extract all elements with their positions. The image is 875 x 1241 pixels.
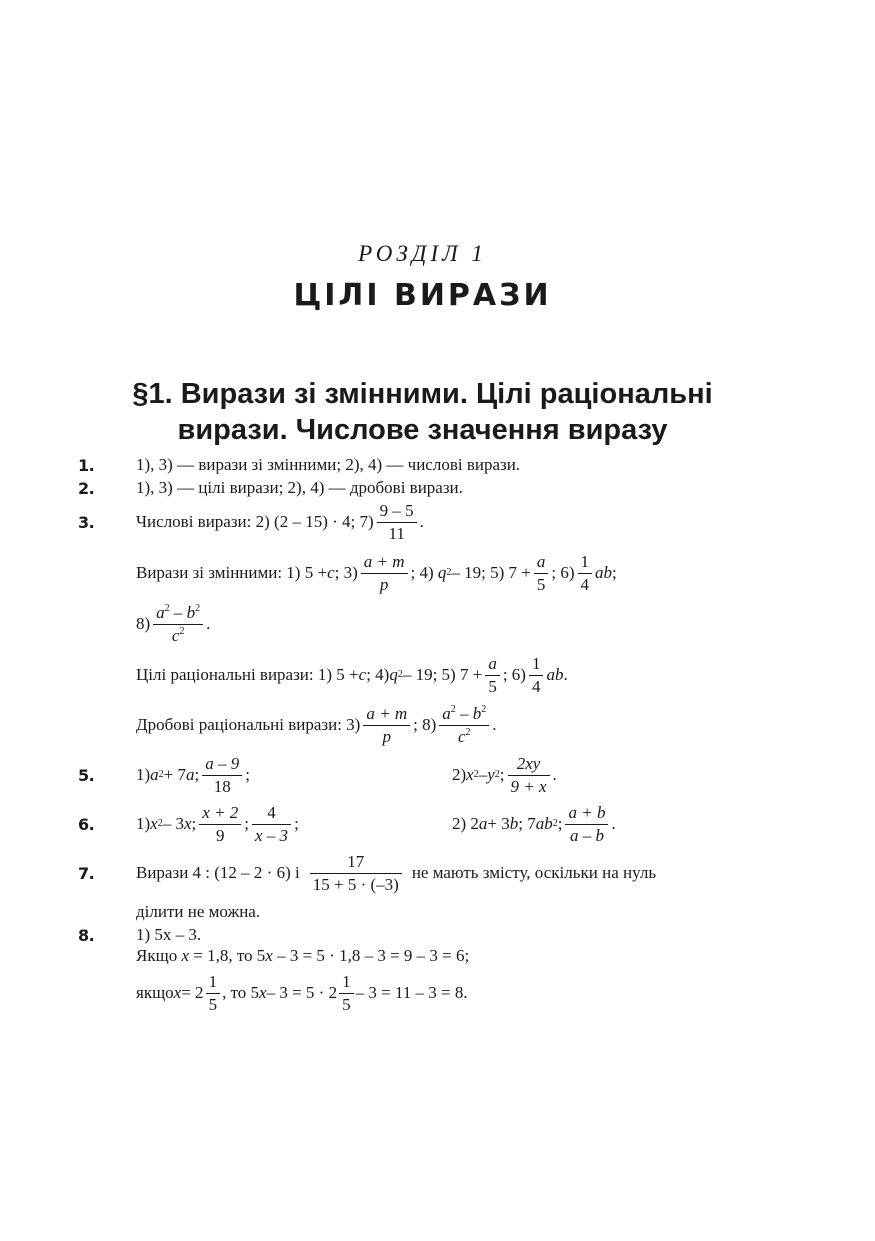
- fraction: $\frac{a + m}{p}$: [363, 703, 410, 747]
- fraction: $\frac{a - 9}{18}$: [202, 753, 242, 797]
- problem-1-text: 1), 3) — вирази зі змінними; 2), 4) — числові вирази.: [136, 455, 521, 474]
- chapter-label: РОЗДІЛ 1: [358, 241, 487, 266]
- problem-3-integer: Цілі раціональні вирази: 1) 5 + c ; 4) q 2 – 19; 5) 7 + $\frac{a}{5}$ ; 6) $\frac{1}{4}$ ab .: [136, 654, 568, 696]
- section-title-line-1: §1. Вирази зі змінними. Цілі раціональні: [132, 378, 713, 410]
- problem-number-5: 5.: [78, 766, 95, 785]
- fraction: $\frac{9 - 5}{11}$: [377, 500, 417, 544]
- fraction: $\frac{a^2 - b^2}{c^2}$: [439, 703, 489, 747]
- problem-3-item-8: 8) $\frac{a^2 - b^2}{c^2}$ .: [136, 603, 211, 645]
- fraction: $\frac{1}{4}$: [529, 653, 544, 697]
- chapter-title: ЦІЛІ ВИРАЗИ: [293, 278, 552, 313]
- section-title: [60, 376, 785, 448]
- fraction: $\frac{x + 2}{9}$: [199, 802, 241, 846]
- problem-3-variables: Вирази зі змінними: 1) 5 + c ; 3) $\frac{a + m}{p}$ ; 4) q 2 – 19; 5) 7 + $\frac{a}{5}$ ; 6) $\frac{1}{4}$ ab ;: [136, 552, 617, 594]
- problem-3-numeric: Числові вирази: 2) (2 – 15) · 4; 7) $\frac{9 - 5}{11}$ .: [136, 501, 424, 543]
- integer-prefix: Цілі раціональні вирази: 1) 5 +: [136, 665, 359, 684]
- problem-3-fractional: Дробові раціональні вирази: 3) $\frac{a + m}{p}$ ; 8) $\frac{a^2 - b^2}{c^2}$ .: [136, 704, 497, 746]
- problem-number-3: 3.: [78, 513, 95, 532]
- problem-2-text: 1), 3) — цілі вирази; 2), 4) — дробові вирази.: [136, 478, 463, 497]
- fraction: $\frac{17}{15 + 5 \cdot (-3)}$: [310, 851, 402, 895]
- fraction: $\frac{a + m}{p}$: [361, 551, 408, 595]
- mixed-fraction: $\frac{1}{5}$: [339, 971, 354, 1015]
- problem-5-left: 1) a 2 + 7 a ; $\frac{a - 9}{18}$ ;: [136, 754, 250, 796]
- fraction: $\frac{2xy}{9 + x}$: [508, 753, 550, 797]
- fraction: $\frac{a}{5}$: [534, 551, 549, 595]
- problem-5-right: 2) x 2 – y 2 ; $\frac{2xy}{9 + x}$ .: [452, 754, 557, 796]
- section-title-line-2: вирази. Числове значення виразу: [177, 414, 668, 446]
- fraction: $\frac{a^2 - b^2}{c^2}$: [153, 602, 203, 646]
- numeric-prefix: Числові вирази: 2) (2 – 15) · 4; 7): [136, 512, 374, 531]
- problem-8-line-1: 1) 5x – 3.: [136, 925, 202, 944]
- fraction: $\frac{1}{4}$: [578, 551, 593, 595]
- problem-6-left: 1) x 2 – 3 x ; $\frac{x + 2}{9}$ ; $\frac{4}{x - 3}$ ;: [136, 803, 299, 845]
- fraction: $\frac{4}{x - 3}$: [252, 802, 291, 846]
- problem-8-line-2: Якщо x = 1,8, то 5x – 3 = 5 · 1,8 – 3 = 9 – 3 = 6;: [136, 946, 470, 965]
- fraction: $\frac{a + b}{a - b}$: [565, 802, 608, 846]
- fraction: $\frac{a}{5}$: [485, 653, 500, 697]
- variables-prefix: Вирази зі змінними: 1) 5 +: [136, 563, 328, 582]
- problem-7-line-2: ділити не можна.: [136, 902, 261, 921]
- problem-number-2: 2.: [78, 479, 95, 498]
- mixed-fraction: $\frac{1}{5}$: [206, 971, 221, 1015]
- fractional-prefix: Дробові раціональні вирази: 3): [136, 715, 361, 734]
- problem-7-line-1: Вирази 4 : (12 – 2 · 6) і $\frac{17}{15 + 5 \cdot (-3)}$ не мають змісту, оскільки на нуль: [136, 852, 657, 894]
- problem-8-line-3: якщо x = 2 $\frac{1}{5}$ , то 5 x – 3 = 5 · 2 $\frac{1}{5}$ – 3 = 11 – 3 = 8.: [136, 972, 468, 1014]
- problem-6-right: 2) 2 a + 3 b ; 7 a b 2 ; $\frac{a + b}{a - b}$ .: [452, 803, 616, 845]
- problem-number-7: 7.: [78, 864, 95, 883]
- problem-number-6: 6.: [78, 815, 95, 834]
- problem-number-8: 8.: [78, 926, 95, 945]
- problem-number-1: 1.: [78, 456, 95, 475]
